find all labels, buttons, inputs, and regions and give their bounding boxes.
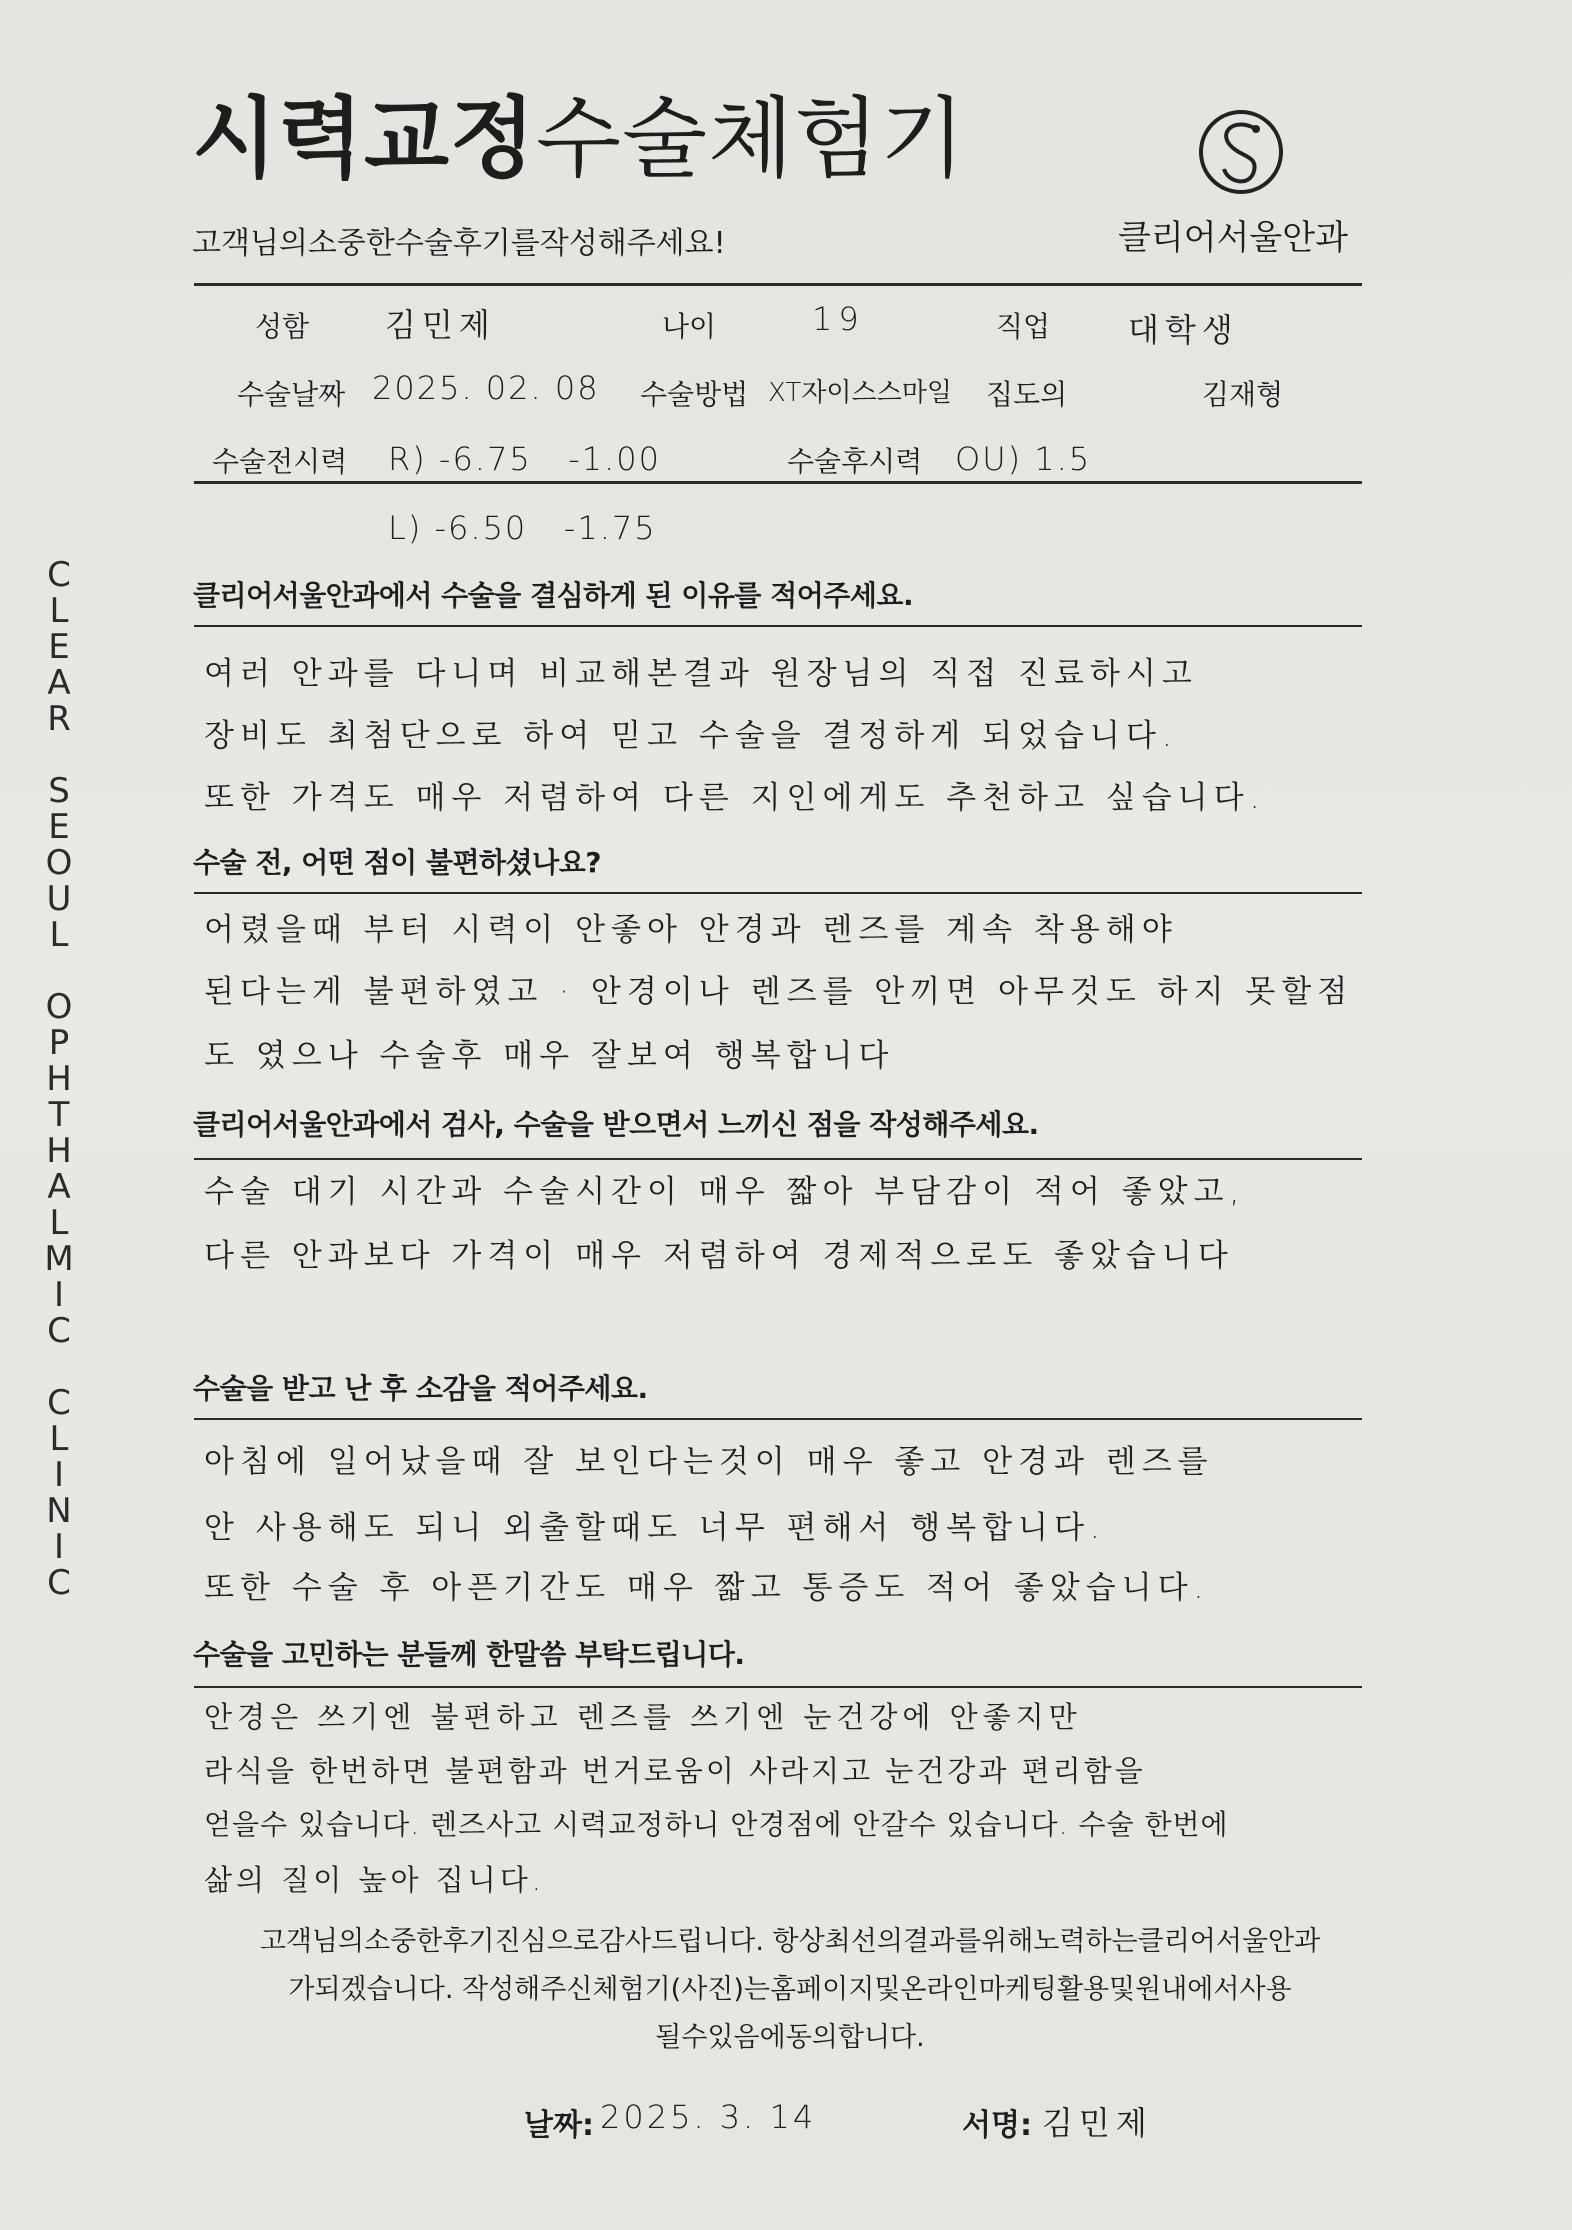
side-letter: C — [47, 555, 71, 595]
consent-line: 고객님의소중한후기진심으로감사드립니다. 항상최선의결과를위해노력하는클리어서울안과 — [259, 1926, 1321, 1957]
side-clinic-text — [24, 555, 94, 1678]
side-letter: L — [49, 1203, 69, 1243]
divider — [194, 1686, 1362, 1688]
answer-line: 안경은 쓰기엔 불편하고 렌즈를 쓰기엔 눈건강에 안좋지만 — [204, 1700, 1082, 1734]
side-letter: U — [46, 879, 72, 919]
job-label: 직업 — [996, 310, 1051, 343]
answer-line: 장비도 최첨단으로 하여 믿고 수술을 결정하게 되었습니다. — [204, 718, 1178, 754]
clear-seoul-logo-icon — [1196, 107, 1286, 197]
surgeon-label: 집도의 — [986, 378, 1068, 411]
side-letter: M — [44, 1239, 74, 1279]
divider — [194, 892, 1362, 894]
answer-line: 안 사용해도 되니 외출할때도 너무 편해서 행복합니다. — [204, 1510, 1106, 1546]
method-value: XT자이스스마일 — [768, 378, 952, 408]
divider — [194, 283, 1362, 286]
question-after: 수술을 받고 난 후 소감을 적어주세요. — [193, 1372, 648, 1405]
side-letter: L — [49, 1419, 69, 1459]
title-light: 수술체험기 — [536, 87, 967, 190]
divider — [194, 1158, 1362, 1160]
answer-line: 도 였으나 수술후 매우 잘보여 행복합니다 — [204, 1038, 895, 1074]
side-letter: C — [47, 1383, 71, 1423]
pre-vision-left: L) -6.50 -1.75 — [388, 509, 657, 547]
post-vision-value: OU) 1.5 — [955, 440, 1092, 478]
surgeon-value: 김재형 — [1202, 378, 1284, 411]
divider — [194, 481, 1362, 484]
side-letter: A — [47, 663, 71, 703]
side-letter: L — [49, 591, 69, 631]
side-letter: I — [53, 1527, 65, 1567]
answer-line: 얻을수 있습니다. 렌즈사고 시력교정하니 안경점에 안갈수 있습니다. 수술 한번에 — [204, 1808, 1229, 1841]
job-value: 대학생 — [1128, 311, 1239, 349]
answer-line: 아침에 일어났을때 잘 보인다는것이 매우 좋고 안경과 렌즈를 — [204, 1444, 1214, 1480]
answer-line: 삶의 질이 높아 집니다. — [204, 1863, 545, 1897]
title-bold: 시력교정 — [192, 87, 537, 190]
divider — [194, 1418, 1362, 1420]
side-letter: T — [48, 1095, 70, 1135]
age-label: 나이 — [662, 310, 717, 343]
divider — [194, 625, 1362, 627]
pre-vision-right: R) -6.75 -1.00 — [388, 440, 661, 478]
page-subtitle: 고객님의소중한수술후기를작성해주세요! — [192, 226, 726, 261]
consent-line: 될수있음에동의합니다. — [655, 2022, 925, 2053]
answer-line: 또한 수술 후 아픈기간도 매우 짧고 통증도 적어 좋았습니다. — [204, 1570, 1210, 1606]
consent-line: 가되겠습니다. 작성해주신체험기(사진)는홈페이지및온라인마케팅활용및원내에서사용 — [288, 1974, 1292, 2005]
question-reason: 클리어서울안과에서 수술을 결심하게 된 이유를 적어주세요. — [193, 579, 914, 612]
side-letter: C — [47, 1563, 71, 1603]
side-letter: O — [45, 987, 73, 1027]
page-title — [192, 87, 967, 190]
post-vision-label: 수술후시력 — [787, 445, 923, 478]
name-value: 김민제 — [385, 306, 496, 344]
answer-line: 또한 가격도 매우 저렴하여 다른 지인에게도 추천하고 싶습니다. — [204, 780, 1266, 816]
consent-text — [190, 1918, 1390, 2062]
side-letter: I — [53, 1275, 65, 1315]
side-letter: E — [48, 807, 70, 847]
answer-line: 어렸을때 부터 시력이 안좋아 안경과 렌즈를 계속 착용해야 — [204, 912, 1178, 948]
signature-label: 서명: — [962, 2108, 1032, 2143]
side-letter: O — [45, 843, 73, 883]
side-letter: C — [47, 1311, 71, 1351]
question-impression: 클리어서울안과에서 검사, 수술을 받으면서 느끼신 점을 작성해주세요. — [193, 1108, 1039, 1141]
name-label: 성함 — [255, 310, 310, 343]
side-letter: N — [46, 1491, 72, 1531]
age-value: 19 — [812, 300, 865, 338]
clinic-name: 클리어서울안과 — [1118, 218, 1348, 258]
side-letter: P — [48, 1023, 70, 1063]
question-discomfort: 수술 전, 어떤 점이 불편하셨나요? — [193, 846, 601, 879]
side-letter: L — [49, 915, 69, 955]
date-value: 2025. 3. 14 — [600, 2098, 817, 2136]
answer-line: 여러 안과를 다니며 비교해본결과 원장님의 직접 진료하시고 — [204, 656, 1198, 692]
side-letter: H — [46, 1059, 72, 1099]
signature-value: 김민제 — [1042, 2104, 1153, 2142]
question-advice: 수술을 고민하는 분들께 한말씀 부탁드립니다. — [193, 1638, 745, 1671]
answer-line: 다른 안과보다 가격이 매우 저렴하여 경제적으로도 좋았습니다 — [204, 1238, 1234, 1274]
surgery-date-value: 2025. 02. 08 — [372, 369, 600, 407]
side-letter: E — [48, 627, 70, 667]
side-letter: I — [53, 1455, 65, 1495]
side-letter: S — [48, 771, 70, 811]
date-label: 날짜: — [524, 2108, 594, 2143]
pre-vision-label: 수술전시력 — [212, 445, 348, 478]
answer-line: 수술 대기 시간과 수술시간이 매우 짧아 부담감이 적어 좋았고, — [204, 1174, 1246, 1210]
answer-line: 라식을 한번하면 불편함과 번거로움이 사라지고 눈건강과 편리함을 — [204, 1754, 1146, 1788]
method-label: 수술방법 — [640, 378, 749, 411]
side-letter: H — [46, 1131, 72, 1171]
side-letter: R — [47, 699, 71, 739]
surgery-date-label: 수술날짜 — [237, 378, 346, 411]
answer-line: 된다는게 불편하였고 · 안경이나 렌즈를 안끼면 아무것도 하지 못할점 — [204, 974, 1354, 1010]
side-letter: A — [47, 1167, 71, 1207]
